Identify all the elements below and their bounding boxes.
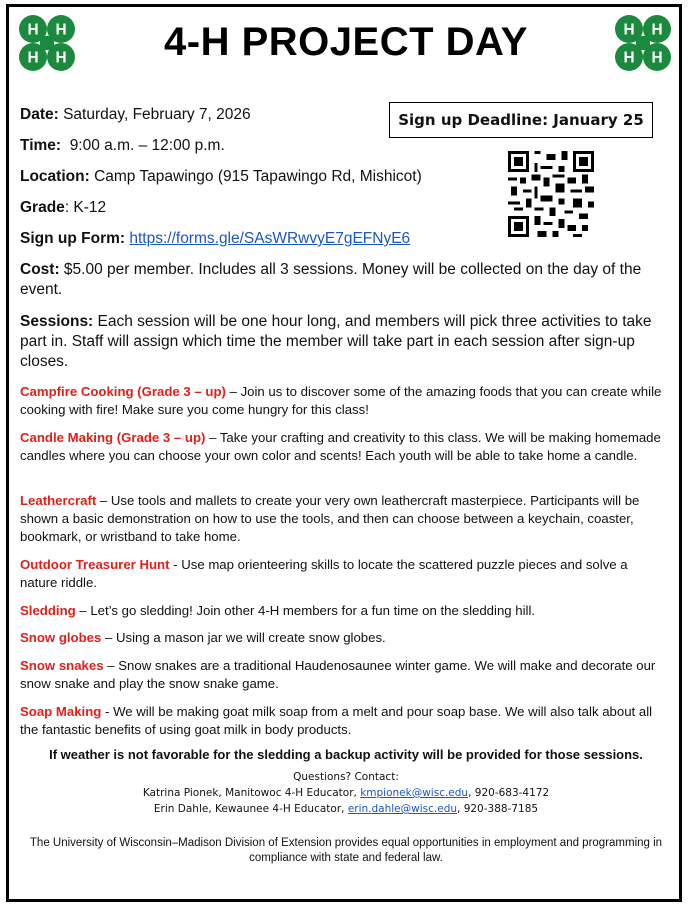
email-link[interactable]: kmpionek@wisc.edu: [360, 787, 469, 799]
contact-heading: Questions? Contact:: [293, 771, 399, 783]
svg-text:H: H: [55, 49, 67, 67]
svg-text:H: H: [623, 49, 635, 67]
cost-info: Cost: $5.00 per member. Includes all 3 sessions. Money will be collected on the day of the event.: [20, 261, 642, 298]
contact-person: Erin Dahle, Kewaunee 4-H Educator, erin.dahle@wisc.edu, 920-388-7185: [153, 803, 539, 815]
qr-code-icon[interactable]: [508, 151, 594, 237]
event-date: Date: Saturday, February 7, 2026: [20, 106, 251, 123]
activity-item: Campfire Cooking (Grade 3 – up) – Join us to discover some of the amazing foods that you can create while cooking with fire! Make sure you come hungry for this class!: [20, 384, 662, 417]
activity-item: Snow globes – Using a mason jar we will create snow globes.: [20, 630, 386, 645]
activity-item: Soap Making - We will be making goat milk soap from a melt and pour soap base. We will also talk about all the fantastic benefits of using goat milk in body products.: [20, 704, 653, 737]
svg-text:H: H: [623, 21, 635, 39]
activity-item: Outdoor Treasurer Hunt - Use map orienteering skills to locate the scattered puzzle pieces and solve a nature riddle.: [20, 557, 628, 590]
svg-text:H: H: [651, 21, 663, 39]
weather-note: If weather is not favorable for the sledding a backup activity will be provided for those sessions.: [49, 747, 643, 762]
activity-item: Sledding – Let’s go sledding! Join other 4-H members for a fun time on the sledding hill.: [20, 603, 536, 618]
four-h-clover-icon: [608, 8, 678, 78]
signup-form-link[interactable]: https://forms.gle/SAsWRwvyE7gEFNyE6: [129, 230, 411, 247]
svg-text:H: H: [27, 21, 39, 39]
event-time: Time: 9:00 a.m. – 12:00 p.m.: [20, 137, 225, 154]
svg-text:H: H: [27, 49, 39, 67]
activity-item: Leathercraft – Use tools and mallets to create your very own leathercraft masterpiece. Participants will be shown a basic demonstration on how to use the tools, and then can choose between a keychain, coaster, bookmark, or wristband to take home.: [20, 493, 640, 544]
page-title: 4-H PROJECT DAY: [164, 20, 528, 64]
event-grade: Grade: K-12: [20, 199, 107, 216]
signup-form: Sign up Form: https://forms.gle/SAsWRwvyE7gEFNyE6: [20, 230, 411, 247]
email-link[interactable]: erin.dahle@wisc.edu: [347, 803, 458, 815]
signup-deadline: Sign up Deadline: January 25: [389, 102, 653, 138]
activity-item: Candle Making (Grade 3 – up) – Take your crafting and creativity to this class. We will be making homemade candles where you can choose your own color and scents! Each youth will be able to take home a candle.: [20, 430, 661, 463]
svg-text:H: H: [55, 21, 67, 39]
svg-text:H: H: [651, 49, 663, 67]
sessions-info: Sessions: Each session will be one hour long, and members will pick three activities to take part in. Staff will assign which time the member will take part in each session after sign-up closes.: [20, 313, 652, 370]
contact-person: Katrina Pionek, Manitowoc 4-H Educator, kmpionek@wisc.edu, 920-683-4172: [142, 787, 550, 799]
event-location: Location: Camp Tapawingo (915 Tapawingo Rd, Mishicot): [20, 168, 422, 185]
equal-opportunity-statement: The University of Wisconsin–Madison Division of Extension provides equal opportunities in employment and programming in compliance with state and federal law.: [29, 837, 663, 864]
activity-item: Snow snakes – Snow snakes are a traditional Haudenosaunee winter game. We will make and decorate our snow snake and play the snow snake game.: [20, 658, 656, 691]
